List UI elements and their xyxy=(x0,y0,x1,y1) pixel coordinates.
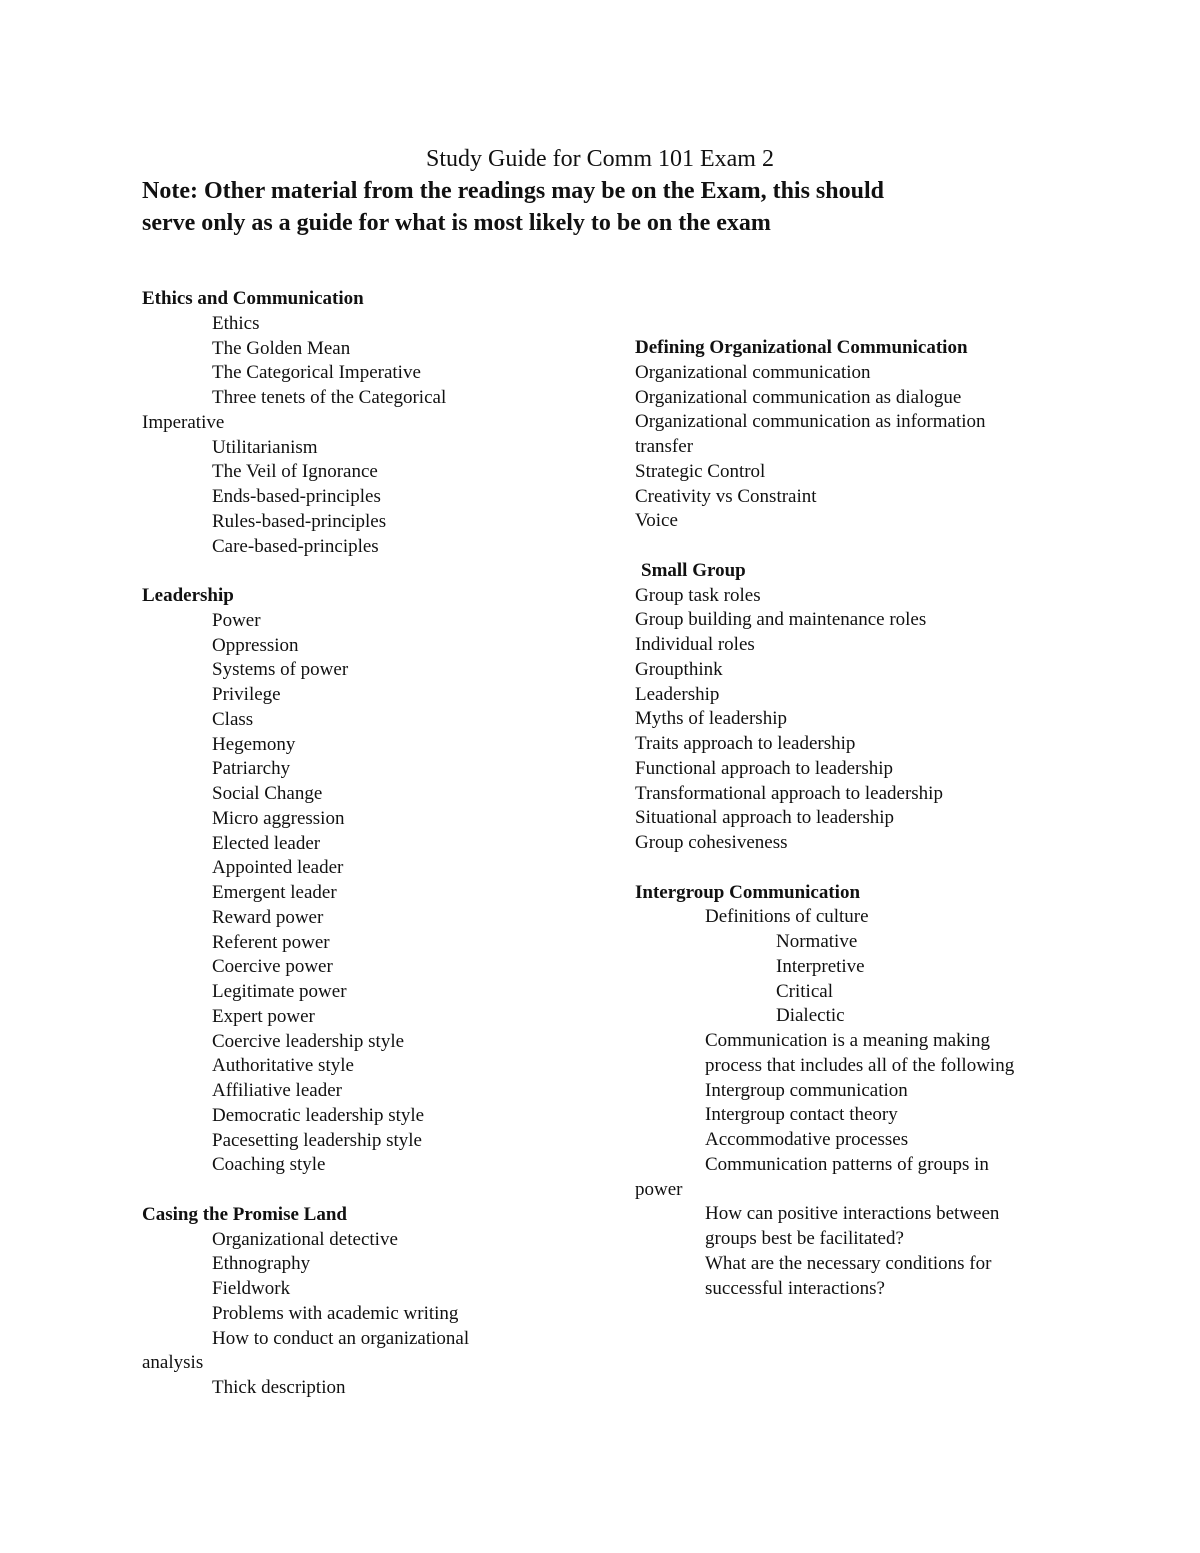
list-item: Elected leader xyxy=(212,832,321,854)
list-item: Definitions of culture xyxy=(705,906,869,928)
list-item: Intergroup communication xyxy=(705,1079,908,1101)
list-item: Legitimate power xyxy=(212,981,347,1002)
list-item: Fieldwork xyxy=(212,1278,291,1299)
list-item: Ethics xyxy=(212,312,260,334)
list-item: Functional approach to leadership xyxy=(635,757,894,779)
list-item: Appointed leader xyxy=(212,857,344,879)
sub-list-item: Dialectic xyxy=(776,1005,845,1027)
page-title: Study Guide for Comm 101 Exam 2 xyxy=(426,146,774,172)
list-item: Referent power xyxy=(212,931,330,953)
list-item-continuation: Imperative xyxy=(142,411,225,433)
list-item: The Veil of Ignorance xyxy=(212,461,378,483)
list-item: Communication is a meaning making xyxy=(705,1030,990,1051)
list-item: Affiliative leader xyxy=(212,1080,342,1101)
list-item: Patriarchy xyxy=(212,758,291,780)
right-column xyxy=(635,336,1014,1301)
list-item: Voice xyxy=(635,510,678,532)
list-item: Pacesetting leadership style xyxy=(212,1129,422,1151)
note-line: serve only as a guide for what is most likely to be on the exam xyxy=(142,210,771,236)
list-item: Coercive power xyxy=(212,956,333,978)
list-item: Systems of power xyxy=(212,659,349,681)
list-item: Three tenets of the Categorical xyxy=(212,387,447,408)
list-item: Oppression xyxy=(212,634,299,656)
list-item-continuation: power xyxy=(635,1178,683,1200)
list-item: Rules-based-principles xyxy=(212,510,387,532)
list-item: Organizational communication as dialogue xyxy=(635,386,962,408)
list-item: Class xyxy=(212,708,254,730)
sub-list-item: Normative xyxy=(776,931,858,952)
list-item: Group building and maintenance roles xyxy=(635,609,927,631)
section-heading-org-comm: Defining Organizational Communication xyxy=(635,337,968,358)
list-item: The Golden Mean xyxy=(212,337,351,359)
list-item: Power xyxy=(212,609,261,631)
list-item: Ends-based-principles xyxy=(212,486,381,507)
list-item: How can positive interactions between xyxy=(705,1203,1000,1225)
list-item: Leadership xyxy=(635,683,720,705)
exam-note xyxy=(142,175,1042,239)
note-line: Note: Other material from the readings may be on the Exam, this should xyxy=(142,178,884,204)
list-item: Organizational detective xyxy=(212,1228,398,1250)
list-item: process that includes all of the following xyxy=(705,1054,1015,1076)
list-item: Emergent leader xyxy=(212,882,337,903)
list-item: Problems with academic writing xyxy=(212,1302,459,1324)
list-item: How to conduct an organizational xyxy=(212,1327,470,1349)
list-item: Thick description xyxy=(212,1377,346,1398)
list-item-continuation: analysis xyxy=(142,1352,204,1374)
list-item: Privilege xyxy=(212,684,281,705)
list-item: Creativity vs Constraint xyxy=(635,485,817,507)
list-item: Social Change xyxy=(212,783,323,804)
list-item: Hegemony xyxy=(212,733,296,755)
list-item: Communication patterns of groups in xyxy=(705,1153,989,1175)
section-heading-casing: Casing the Promise Land xyxy=(142,1203,347,1225)
list-item: Democratic leadership style xyxy=(212,1104,425,1126)
list-item: What are the necessary conditions for xyxy=(705,1252,992,1274)
list-item: Myths of leadership xyxy=(635,708,787,730)
list-item: Coaching style xyxy=(212,1154,326,1176)
sub-list-item: Critical xyxy=(776,980,833,1002)
section-heading-intergroup: Intergroup Communication xyxy=(635,881,861,903)
list-item: Organizational communication as information xyxy=(635,411,986,433)
list-item: Intergroup contact theory xyxy=(705,1104,898,1126)
list-item: The Categorical Imperative xyxy=(212,362,421,384)
section-heading-ethics: Ethics and Communication xyxy=(142,288,364,309)
list-item: Strategic Control xyxy=(635,460,766,482)
list-item: Transformational approach to leadership xyxy=(635,782,943,804)
list-item: Accommodative processes xyxy=(705,1129,909,1150)
list-item: Micro aggression xyxy=(212,807,345,829)
list-item: Organizational communication xyxy=(635,361,871,383)
list-item: Situational approach to leadership xyxy=(635,807,895,829)
list-item: groups best be facilitated? xyxy=(705,1228,904,1249)
list-item: Utilitarianism xyxy=(212,436,318,458)
list-item: Reward power xyxy=(212,906,324,928)
list-item: Traits approach to leadership xyxy=(635,733,856,754)
list-item: Individual roles xyxy=(635,634,755,655)
left-column xyxy=(142,287,469,1401)
list-item: Group cohesiveness xyxy=(635,832,788,853)
list-item: Expert power xyxy=(212,1005,315,1027)
list-item: successful interactions? xyxy=(705,1277,885,1299)
list-item: Ethnography xyxy=(212,1253,311,1275)
section-heading-leadership: Leadership xyxy=(142,585,234,606)
list-item: Group task roles xyxy=(635,584,761,606)
list-item: Care-based-principles xyxy=(212,535,379,557)
list-item: Coercive leadership style xyxy=(212,1030,405,1052)
sub-list-item: Interpretive xyxy=(776,955,865,977)
list-item-continuation: transfer xyxy=(635,436,694,457)
list-item: Authoritative style xyxy=(212,1055,354,1077)
section-heading-small-group: Small Group xyxy=(641,559,746,581)
list-item: Groupthink xyxy=(635,658,723,680)
